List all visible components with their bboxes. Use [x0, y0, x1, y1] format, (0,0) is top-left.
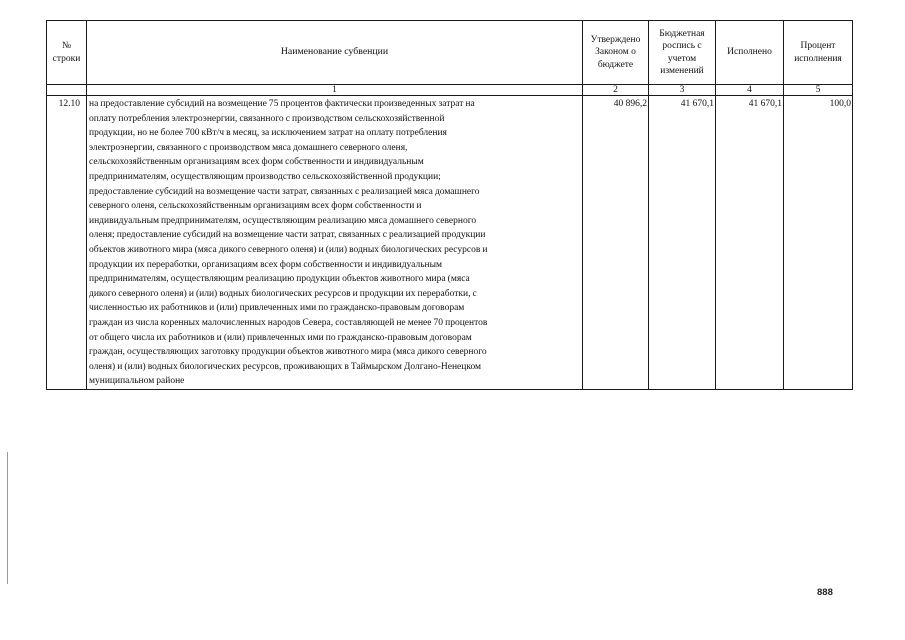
subsidy-name-cell: на предоставление субсидий на возмещение 75 процентов фактически произведенных затрат на оплату потребления электроэнергии, связанного с производством сельскохозяйственной продукции, но не более 700 кВт/ч в месяц, за исключением затрат на оплату потребления электроэнергии, связанного с производством мяса домашнего северного оленя, сельскохозяйственным организациям всех форм собственности и индивидуальным предпринимателям, осуществляющим производство сельскохозяйственной продукции; предоставление субсидий на возмещение части затрат, связанных с реализацией мяса домашнего северного оленя, сельскохозяйственным организациям всех форм собственности и индивидуальным предпринимателям, осуществляющим реализацию мяса домашнего северного оленя; предоставление субсидий на возмещение части затрат, связанных с реализацией продукции объектов животного мира (мяса дикого северного оленя) и (или) водных биологических ресурсов и продукции их переработки, организациям всех форм собственности и индивидуальным предпринимателям, осуществляющим реализацию продукции объектов животного мира (мяса дикого северного оленя) и (или) водных биологических ресурсов и продукции их переработки, с численностью их работников и (или) привлеченных ими по гражданско-правовым договорам граждан из числа коренных малочисленных народов Севера, составляющей не менее 70 процентов от общего числа их работников и (или) привлеченных ими по гражданско-правовым договорам граждан, осуществляющих заготовку продукции объектов животного мира (мяса дикого северного оленя) и (или) водных биологических ресурсов, проживающих в Таймырском Долгано-Ненецком муниципальном районе [87, 96, 583, 390]
header-percent: Процент исполнения [784, 21, 853, 85]
executed-value-cell: 41 670,1 [716, 96, 784, 390]
header-row-number: № строки [47, 21, 87, 85]
column-number [47, 85, 87, 96]
table-header-row [47, 21, 853, 85]
approved-value-cell: 40 896,2 [583, 96, 649, 390]
header-subsidy-name: Наименование субвенции [87, 21, 583, 85]
header-budget-schedule: Бюджетная роспись с учетом изменений [649, 21, 716, 85]
percent-value-cell: 100,0 [784, 96, 853, 390]
table-row [47, 96, 853, 390]
budget-value-cell: 41 670,1 [649, 96, 716, 390]
row-number-cell: 12.10 [47, 96, 87, 390]
column-number: 1 [87, 85, 583, 96]
column-number-row [47, 85, 853, 96]
column-number: 5 [784, 85, 853, 96]
column-number: 4 [716, 85, 784, 96]
column-number: 2 [583, 85, 649, 96]
header-executed: Исполнено [716, 21, 784, 85]
column-number: 3 [649, 85, 716, 96]
subsidy-execution-table [46, 20, 853, 390]
header-approved: Утверждено Законом о бюджете [583, 21, 649, 85]
page-number: 888 [817, 587, 833, 598]
scan-edge-line [7, 452, 8, 584]
